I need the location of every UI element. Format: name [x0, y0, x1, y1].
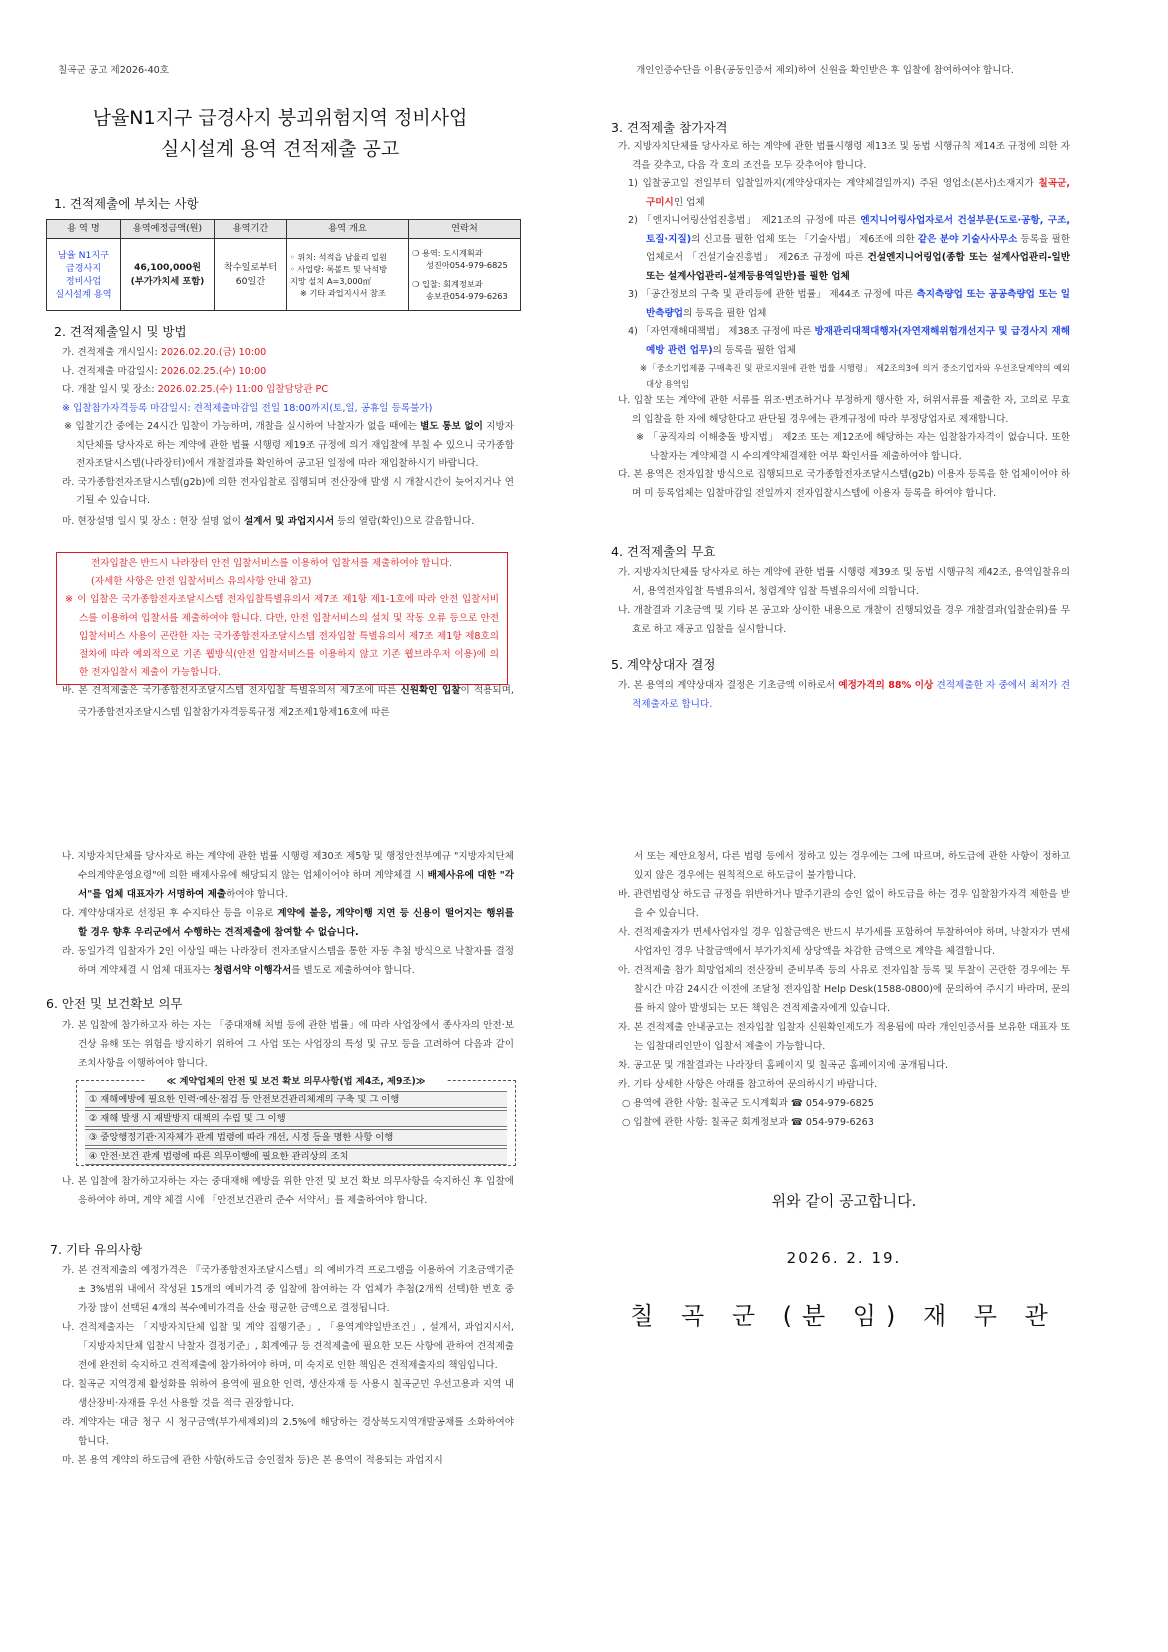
section-6-ga: 가. 본 입찰에 참가하고자 하는 자는 「중대재해 처벌 등에 관한 법률」에 따라 사업장에서 종사자의 안전·보건상 유해 또는 위험을 방지하기 위하여 그 사업 또는 사업장의 특성 및 규모 등을 고려하여 다음과 같이 조치사항을 이행하여야 합니다. [62, 1020, 514, 1069]
section-5-heading: 5. 계약상대자 결정 [611, 657, 716, 672]
contact-line: ❍ 입찰: 회계정보과 [412, 278, 483, 289]
text: 3) 「공간정보의 구축 및 관리등에 관한 법률」 제44조 규정에 따른 [628, 289, 917, 300]
bold-text: 별도 통보 없이 [420, 421, 483, 432]
text: 의 등록을 필한 업체 [712, 344, 796, 356]
section-6-heading: 6. 안전 및 보건확보 의무 [46, 996, 183, 1011]
red-text: 칠곡군, 구미시 [646, 178, 1070, 208]
overview-line: 지망 설치 A=3,000㎡ [290, 275, 371, 286]
label: 가. 견적제출 개시일시: [62, 347, 161, 358]
qual-1 [618, 175, 1070, 212]
item-na: 나. 개찰결과 기초금액 및 기타 본 공고와 상이한 내용으로 개찰이 진행되었을 경우 개찰결과(입찰순위)를 무효로 하고 재공고 입찰을 실시합니다. [618, 605, 1070, 635]
continued-text: 서 또는 제안요청서, 다른 법령 등에서 정하고 있는 경우에는 그에 따르며, 하도급에 관한 사항이 정하고 있지 않은 경우에는 원칙적으로 하도급이 불가합니다. [634, 851, 1070, 881]
sme-note: ※「중소기업제품 구매촉진 및 판로지원에 관한 법률 시행령」 제2조의3에 의거 중소기업자와 우선조달계약의 예외 대상 용역임 [640, 363, 1070, 389]
text: 등록을 필한 업체로서 「건설기술진흥법」 제26조 규정에 따른 [646, 233, 1070, 263]
safety-duty-box [76, 1076, 516, 1166]
qual-3 [618, 286, 1070, 323]
bold-text: 건설엔지니어링업(종합 또는 설계사업관리-일반 또는 설계사업관리-설계등용역일반)를 필한 업체 [646, 252, 1070, 282]
text: 등의 열람(확인)으로 갈음합니다. [334, 515, 475, 527]
item-ma [62, 513, 514, 532]
contact-line: 송보관054-979-6263 [426, 291, 508, 302]
text: 의 등록을 필한 업체 [683, 307, 767, 319]
th-name: 용 역 명 [47, 220, 121, 239]
section-7-body [62, 1261, 514, 1470]
blue-text: 측지측량업 또는 공공측량업 또는 일반측량업 [646, 289, 1070, 319]
registration-note: ※ 입찰참가자격등록 마감일시: 견적제출마감일 전일 18:00까지(토,일, 공휴일 등록불가) [62, 402, 433, 414]
overview-line: ◦ 위치: 석적읍 남율리 일원 [290, 251, 388, 262]
section-4-body [618, 563, 1070, 639]
contact-line: 성진아054-979-6825 [426, 260, 508, 271]
text: 다. 계약상대자로 선정된 후 수지타산 등을 이유로 [62, 908, 278, 919]
top-right-notice: 개인인증수단을 이용(공동인증서 제외)하여 신원을 확인받은 후 입찰에 참여하여야 합니다. [636, 65, 1014, 76]
bold-text: 신원확인 입찰 [400, 685, 461, 696]
label: 다. 개찰 일시 및 장소: [62, 384, 158, 395]
section-5-body [618, 676, 1070, 714]
th-amount: 용역예정금액(원) [121, 220, 215, 239]
box-note: ※ 이 입찰은 국가종합전자조달시스템 전자입찰특별유의서 제7조 제1항 제1-1호에 따라 안전 입찰서비스를 이용하여 입찰서를 제출하여야 합니다. 다만, 안전 입찰서비스의 설치 및 작동 오류 등으로 안전 입찰서비스 사용이 곤란한 자는 국가종합전자조달시스템 전자입찰 특별유의서 제7조 제1항 제8호의 절차에 따라 예외적으로 기존 웹방식(안전 입찰서비스를 이용하지 않고 기존 웹브라우저 이용)에 의한 전자입찰서 제출이 가능합니다. [65, 594, 499, 679]
label: 나. 견적제출 마감일시: [62, 365, 161, 377]
text: 인 업체 [673, 196, 705, 208]
estimate-table [46, 219, 521, 311]
box-line-2: (자세한 사항은 안전 입찰서비스 유의사항 안내 참고) [91, 576, 312, 588]
opening-datetime [62, 381, 514, 400]
bold-text: 청렴서약 이행각서 [213, 965, 292, 976]
title-line-1: 남율N1지구 급경사지 붕괴위험지역 정비사업 [92, 107, 468, 129]
page-title [40, 103, 520, 165]
start-datetime [62, 344, 514, 363]
text: 를 별도로 제출하여야 합니다. [291, 965, 415, 976]
section-7-heading: 7. 기타 유의사항 [50, 1242, 143, 1257]
notice-date: 2026. 2. 19. [786, 1249, 902, 1267]
item-na: 나. 입찰 또는 계약에 관한 서류를 위조·변조하거나 부정하게 행사한 자, 허위서류를 제출한 자, 고의로 무효의 입찰을 한 자에 해당한다고 판단될 경우에는 관계규정에 따라 부정당업자로 제재합니다. [618, 395, 1070, 425]
item-ra: 라. 국가종합전자조달시스템(g2b)에 의한 전자입찰로 집행되며 전산장애 발생 시 개찰시간이 늦어지거나 연기될 수 있습니다. [62, 476, 514, 506]
page2-left-top [62, 847, 514, 980]
text: 라. 동일가격 입찰자가 2인 이상일 때는 나라장터 전자조달시스템을 통한 자동 추첨 방식으로 낙찰자를 결정하며 계약체결 시 업체 대표자는 [62, 946, 514, 976]
section-6-na: 나. 본 입찰에 참가하고자하는 자는 중대재해 예방을 위한 안전 및 보건 확보 의무사항을 숙지하신 후 입찰에 응하여야 하며, 계약 체결 시에 「안전보건관리 준수 서약서」를 제출하여야 합니다. [62, 1176, 514, 1206]
opening-value: 2026.02.25.(수) 11:00 입찰담당관 PC [157, 384, 329, 395]
period-line: 60일간 [235, 275, 266, 287]
item-ga: 가. 본 견적제출의 예정가격은 『국가종합전자조달시스템』의 예비가격 프로그램을 이용하여 기초금액기준 ± 3%범위 내에서 작성된 15개의 예비가격 중 입찰에 참여하는 각 업체가 추첨(2개씩 선택)한 번호 중 가장 많이 선택된 4개의 복수예비가격을 산술 평균한 금액으로 결정됩니다. [62, 1265, 514, 1314]
text: 가. 본 용역의 계약상대자 결정은 기초금액 이하로서 [618, 680, 839, 691]
th-overview: 용역 개요 [287, 220, 409, 239]
text: 의 신고를 필한 업체 또는 「기술사법」 제6조에 의한 [691, 233, 918, 245]
section-3-body [618, 138, 1070, 503]
amount-value: 46,100,000원 [134, 261, 201, 273]
period-line: 착수일로부터 [223, 261, 278, 273]
item-ma: 마. 본 용역 계약의 하도급에 관한 사항(하도급 승인절차 등)은 본 용역이 적용되는 과업지시 [62, 1455, 443, 1466]
text: 이 적용되며, 국가종합전자조달시스템 입찰참가자격등록규정 제2조제1항제16호에 따른 [78, 685, 514, 718]
service-name-line: 급경사지 [65, 262, 102, 274]
deadline-datetime [62, 363, 514, 382]
table-row [47, 239, 521, 311]
amount-vat-note: (부가가치세 포함) [130, 275, 205, 287]
item-cha: 차. 공고문 및 개찰결과는 나라장터 홈페이지 및 칠곡군 홈페이지에 공개됩니다. [618, 1060, 949, 1071]
duty-item: ② 재해 발생 시 재발방지 대책의 수립 및 그 이행 [85, 1110, 507, 1127]
title-line-2: 실시설계 용역 견적제출 공고 [160, 138, 400, 160]
page2-right-body [618, 847, 1070, 1132]
overview-line: ◦ 사업량: 록볼트 및 낙석방 [290, 263, 388, 274]
contact-cell [409, 239, 521, 311]
box-line-1: 전자입찰은 반드시 나라장터 안전 입찰서비스를 이용하여 입찰서를 제출하여야 합니다. [91, 558, 453, 569]
text: 4) 「자연재해대책법」 제38조 규정에 따른 [628, 326, 815, 337]
duty-item: ① 재해예방에 필요한 인력·예산·점검 등 안전보건관리체계의 구축 및 그 이행 [85, 1091, 507, 1108]
text: 지방자치단체를 당사자로 하는 계약에 관한 법률 시행령 제19조 규정에 의거 재입찰에 부칠 수 있으니 국가종합전자조달시스템(나라장터)에서 개찰결과를 확인하여 공고된 일정에 따라 재입찰하시기 바랍니다. [76, 421, 514, 469]
item-ra [62, 942, 514, 980]
item-ba: 바. 관련법령상 하도급 규정을 위반하거나 발주기관의 승인 없이 하도급을 하는 경우 입찰참가자격 제한을 받을 수 있습니다. [618, 889, 1070, 919]
start-value: 2026.02.20.(금) 10:00 [160, 347, 267, 358]
issuing-official: 칠 곡 군 (분 임) 재 무 관 [630, 1302, 1058, 1330]
service-name-line: 실시설계 용역 [55, 288, 112, 300]
item-da: 다. 본 용역은 전자입찰 방식으로 집행되므로 국가종합전자조달시스템(g2b) 이용자 등록을 한 업체이어야 하며 미 등록업체는 입찰마감일 전일까지 전자입찰시스템에 이용자 등록을 하여야 합니다. [618, 469, 1070, 499]
bold-text: 계약에 불응, 계약이행 지연 등 신용이 떨어지는 행위를 할 경우 향후 우리군에서 수행하는 견적제출에 참여할 수 없습니다. [78, 908, 514, 938]
item-da: 다. 칠곡군 지역경제 활성화를 위하여 용역에 필요한 인력, 생산자재 등 사용시 칠곡군민 우선고용과 지역 내 생산장비·자재를 우선 사용할 것을 적극 권장합니다. [62, 1379, 514, 1409]
item-ga: 가. 지방자치단체를 당사자로 하는 계약에 관한 법률 시행령 제39조 및 동법 시행규칙 제42조, 용역입찰유의서, 용역전자입찰 특별유의서, 청렴계약 입찰 특별유의서에 의합니다. [618, 567, 1070, 597]
safe-bid-notice-box [56, 552, 508, 685]
item-da [62, 904, 514, 942]
bold-text: 배제사유에 대한 "각서"를 업체 대표자가 서명하여 제출 [78, 870, 514, 900]
overview-line: ※ 기타 과업지시서 참조 [300, 287, 386, 298]
qual-2 [618, 212, 1070, 286]
text: 나. 지방자치단체를 당사자로 하는 계약에 관한 법률 시행령 제30조 제5항 및 행정안전부예규 "지방자치단체 수의계약운영요령"에 의한 배제사유에 해당되지 않는 업체이어야 하며 계약체결 시 [62, 851, 514, 881]
table-header-row [47, 220, 521, 239]
section-3-heading: 3. 견적제출 참가자격 [611, 120, 728, 135]
qual-4 [618, 323, 1070, 360]
overview-cell [287, 239, 409, 311]
rebid-note [62, 418, 514, 474]
item-a: 아. 견적제출 참가 희망업체의 전산장비 준비부족 등의 사유로 전자입찰 등록 및 투찰이 곤란한 경우에는 투찰시간 마감 24시간 이전에 조달청 전자입찰 Help Desk(1588-0800)에 문의하여 주시기 바라며, 문의를 하지 않아 발생되는 모든 책임은 견적제출자에게 있습니다. [618, 965, 1070, 1014]
blue-text: 엔지니어링사업자로서 건설부문(도로·공항, 구조, 토질·지질) [646, 215, 1070, 245]
notice-number: 칠곡군 공고 제2026-40호 [58, 65, 170, 76]
section-2-body [62, 344, 514, 531]
th-contact: 연락처 [409, 220, 521, 239]
contact-service: ○ 용역에 관한 사항: 칠곡군 도시계획과 ☎ 054-979-6825 [622, 1098, 874, 1109]
text: 2) 「엔지니어링산업진흥법」 제21조의 규정에 따른 [628, 215, 861, 226]
item-ra: 라. 계약자는 대금 청구 시 청구금액(부가세제외)의 2.5%에 해당하는 경상북도지역개발공채를 소화하여야 합니다. [62, 1417, 514, 1447]
blue-text: 견적제출한 자 중에서 최저가 견적제출자로 합니다. [632, 680, 1070, 710]
contact-bid: ○ 입찰에 관한 사항: 칠곡군 회계정보과 ☎ 054-979-6263 [622, 1117, 874, 1128]
red-text: 예정가격의 88% 이상 [838, 680, 934, 691]
item-ka: 카. 기타 상세한 사항은 아래를 참고하여 문의하시기 바랍니다. [618, 1079, 878, 1090]
duty-box-title: ≪ 계약업체의 안전 및 보건 확보 의무사항(법 제4조, 제9조)≫ [146, 1073, 446, 1091]
duty-item: ④ 안전·보건 관계 법령에 따른 의무이행에 필요한 관리상의 조치 [85, 1148, 507, 1165]
item-na [62, 847, 514, 904]
period-cell [215, 239, 287, 311]
text: 바. 본 견적제출은 국가종합전자조달시스템 전자입찰 특별유의서 제7조에 따른 [62, 685, 401, 696]
text: ※ 입찰기간 중에는 24시간 입찰이 가능하며, 개찰을 실시하여 낙찰자가 없을 때에는 [64, 421, 421, 432]
duty-item: ③ 중앙행정기관·지자체가 관계 법령에 따라 개선, 시정 등을 명한 사항 이행 [85, 1129, 507, 1146]
item-ja: 자. 본 견적제출 안내공고는 전자입찰 입찰자 신원확인제도가 적용됨에 따라 개인인증서를 보유한 대표자 또는 입찰대리인만이 입찰서 제출이 가능합니다. [618, 1022, 1070, 1052]
item-ba [62, 680, 514, 724]
closing-statement: 위와 같이 공고합니다. [771, 1192, 917, 1210]
th-period: 용역기간 [215, 220, 287, 239]
deadline-value: 2026.02.25.(수) 10:00 [160, 365, 267, 377]
contact-line: ❍ 용역: 도시계획과 [412, 247, 483, 258]
amount-cell [121, 239, 215, 311]
blue-text: 같은 분야 기술사사무소 [917, 233, 1018, 245]
section-2-heading: 2. 견적제출일시 및 방법 [54, 324, 187, 339]
service-name-line: 정비사업 [65, 275, 102, 287]
item-sa: 사. 견적제출자가 면세사업자일 경우 입찰금액은 반드시 부가세를 포함하여 투찰하여야 하며, 낙찰자가 면세사업자인 경우 낙찰금액에서 부가가치세 상당액을 차감한 금액으로 계약을 체결합니다. [618, 927, 1070, 957]
blue-text: 방재관리대책대행자(자연재해위험개선지구 및 급경사지 재해예방 관련 업무) [646, 326, 1070, 356]
item-ga: 가. 지방자치단체를 당사자로 하는 계약에 관한 법률시행령 제13조 및 동법 시행규칙 제14조 규정에 의한 자격을 갖추고, 다음 각 호의 조건을 모두 갖추어야 합니다. [618, 141, 1070, 171]
text: 1) 입찰공고일 전일부터 입찰일까지(계약상대자는 계약체결일까지) 주된 영업소(본사)소재지가 [628, 178, 1039, 189]
section-1-heading: 1. 견적제출에 부치는 사항 [54, 196, 199, 211]
text: 마. 현장설명 일시 및 장소 : 현장 설명 없이 [62, 515, 245, 527]
service-name-cell [47, 239, 121, 311]
conflict-note: ※ 「공직자의 이해충돌 방지법」 제2조 또는 제12조에 해당하는 자는 입찰참가자격이 없습니다. 또한 낙찰자는 계약체결 시 수의계약체결제한 여부 확인서를 제출하여야 합니다. [636, 432, 1070, 462]
section-4-heading: 4. 견적제출의 무효 [611, 544, 716, 559]
item-na: 나. 견적제출자는 「지방자치단체 입찰 및 계약 집행기준」, 「용역계약일반조건」, 설계서, 과업지시서, 「지방자치단체 입찰시 낙찰자 결정기준」, 회계예규 등 견적제출에 필요한 모든 사항에 관하여 견적제출 전에 완전히 숙지하고 견적제출에 참가하여야 하며, 미 숙지로 인한 책임은 견적제출자의 책임입니다. [62, 1322, 514, 1371]
service-name-line: 남율 N1지구 [57, 249, 110, 261]
bold-text: 설계서 및 과업지시서 [244, 515, 335, 527]
text: 하여야 합니다. [226, 889, 288, 900]
